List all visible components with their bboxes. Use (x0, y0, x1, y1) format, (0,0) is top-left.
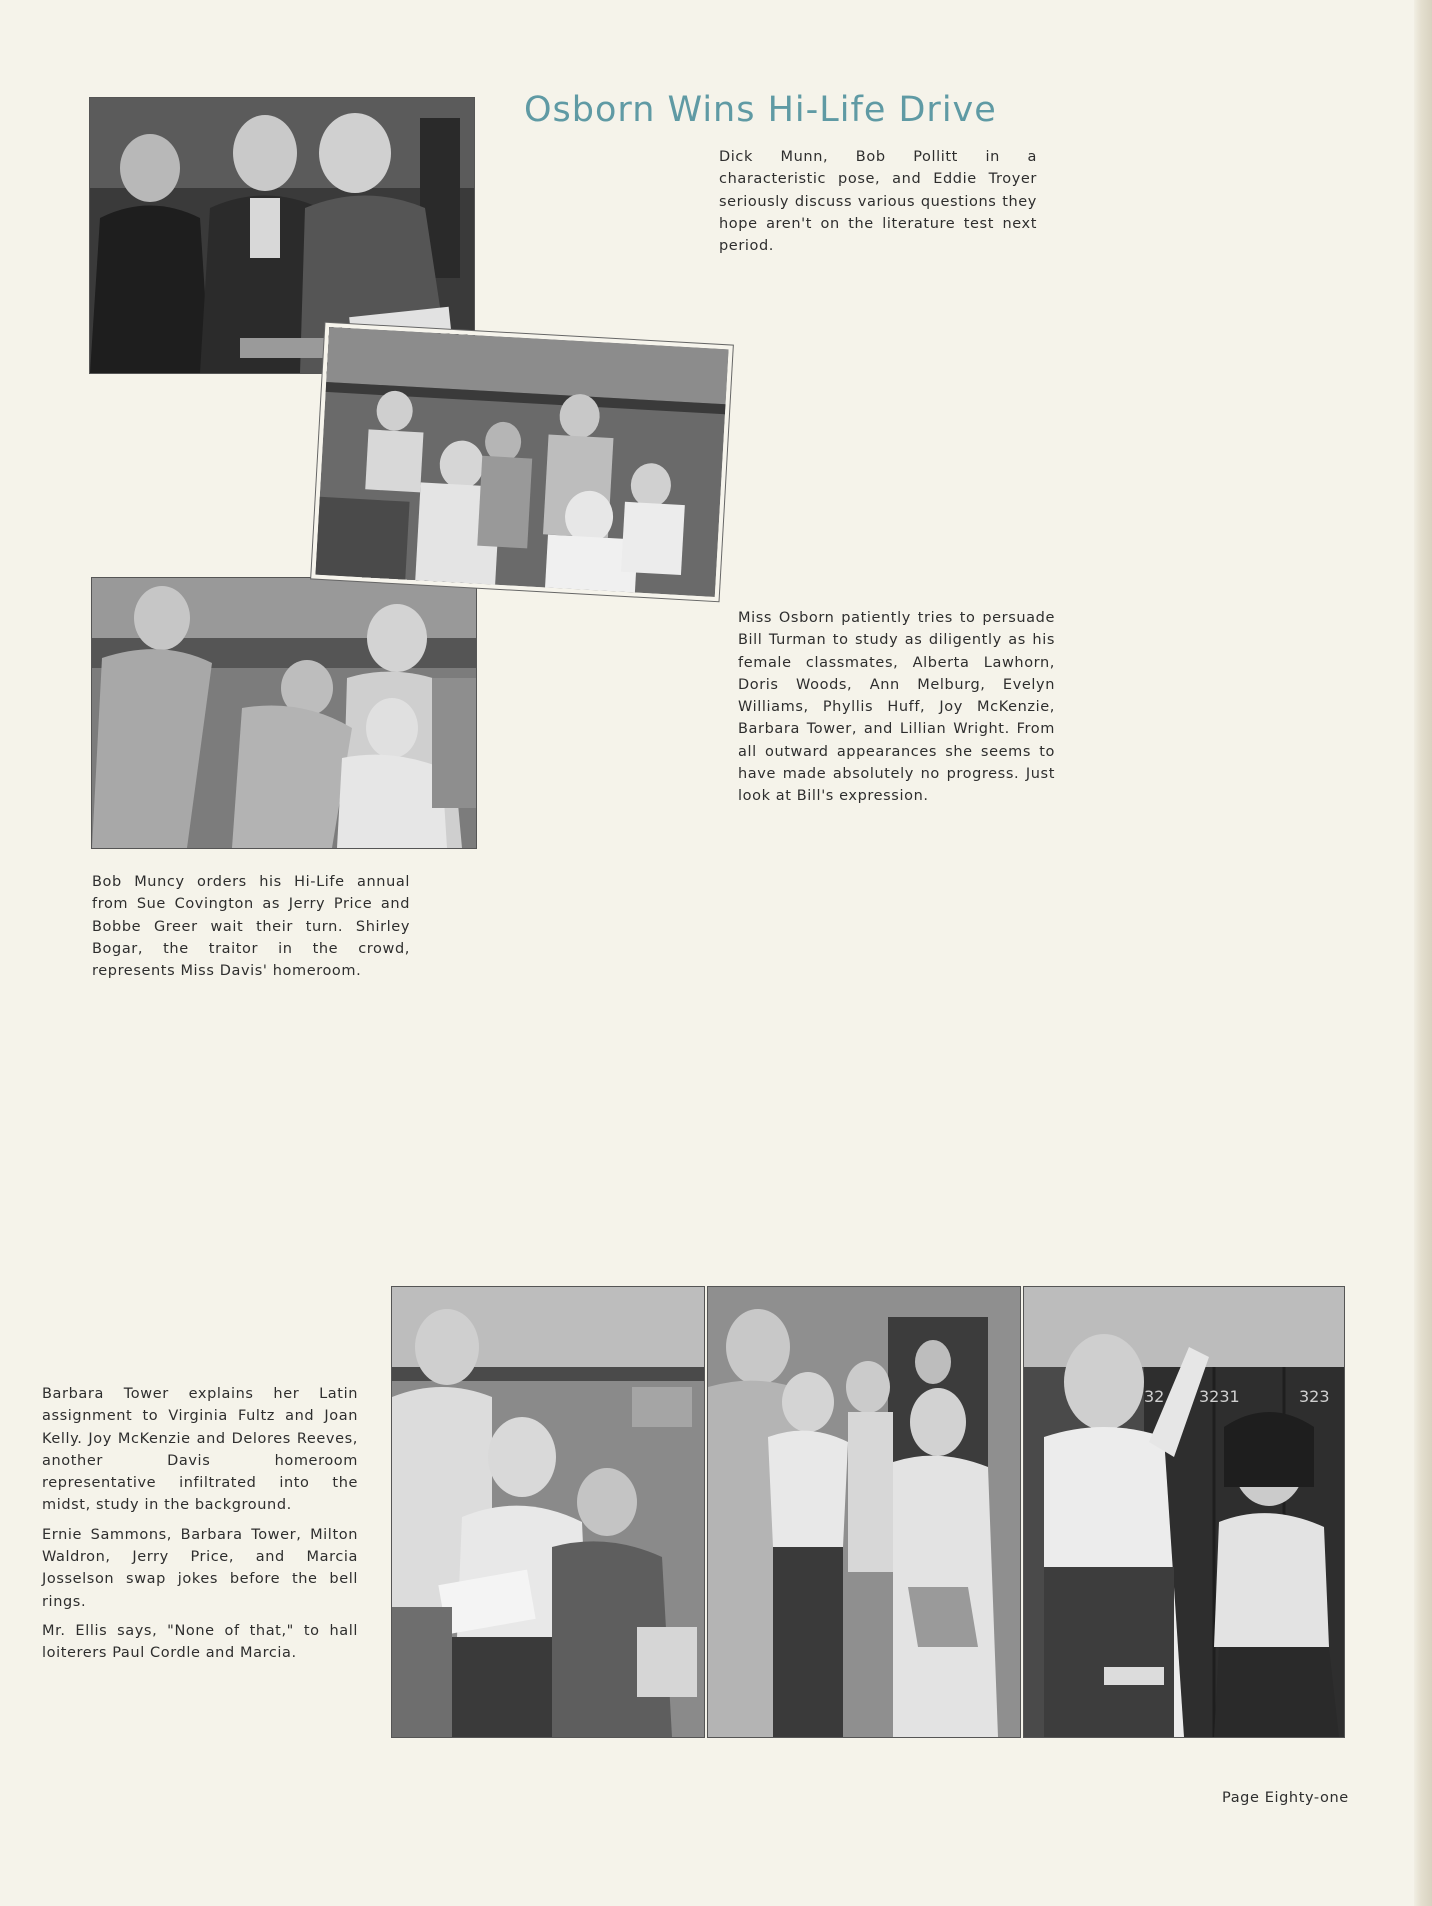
caption-hi-life-orders: Bob Muncy orders his Hi-Life annual from Sue Covington as Jerry Price and Bobbe Greer wait their turn. Shirley Bogar, the traitor in the crowd, represents Miss Davis' homeroom. (92, 874, 410, 980)
caption-hall-loiterers: Mr. Ellis says, "None of that," to hall loiterers Paul Cordle and Marcia. (42, 1622, 358, 1662)
photo-classroom-study (315, 327, 728, 597)
caption-swap-jokes: Ernie Sammons, Barbara Tower, Milton Waldron, Jerry Price, and Marcia Josselson swap jokes before the bell rings. (42, 1526, 358, 1610)
photo-hall-loiterers (1024, 1287, 1344, 1737)
photo-hi-life-orders (92, 578, 476, 848)
caption-bottom-group (42, 1383, 358, 1672)
locker-number-3: 323 (1299, 1387, 1330, 1406)
page-title: Osborn Wins Hi-Life Drive (524, 90, 997, 130)
locker-number-1: 32 (1144, 1387, 1165, 1406)
page-number: Page Eighty-one (1222, 1790, 1349, 1806)
photo-latin-assignment (392, 1287, 704, 1737)
page-edge (1414, 0, 1432, 1906)
caption-classroom-study: Miss Osborn patiently tries to persuade Bill Turman to study as diligently as his female classmates, Alberta Lawhorn, Doris Woods, Ann Melburg, Evelyn Williams, Phyllis Huff, Joy McKenzie, Barbara Tower, and Lillian Wright. From all outward appearances she seems to have made absolutely no progress. Just look at Bill's expression. (738, 610, 1055, 805)
locker-number-2: 3231 (1199, 1387, 1240, 1406)
caption-boys-discussing: Dick Munn, Bob Pollitt in a characteristic pose, and Eddie Troyer seriously discuss various questions they hope aren't on the literature test next period. (719, 149, 1037, 255)
photo-swap-jokes (708, 1287, 1020, 1737)
caption-latin-assignment: Barbara Tower explains her Latin assignment to Virginia Fultz and Joan Kelly. Joy McKenzie and Delores Reeves, another Davis homeroom representative infiltrated into the midst, study in the background. (42, 1386, 358, 1514)
